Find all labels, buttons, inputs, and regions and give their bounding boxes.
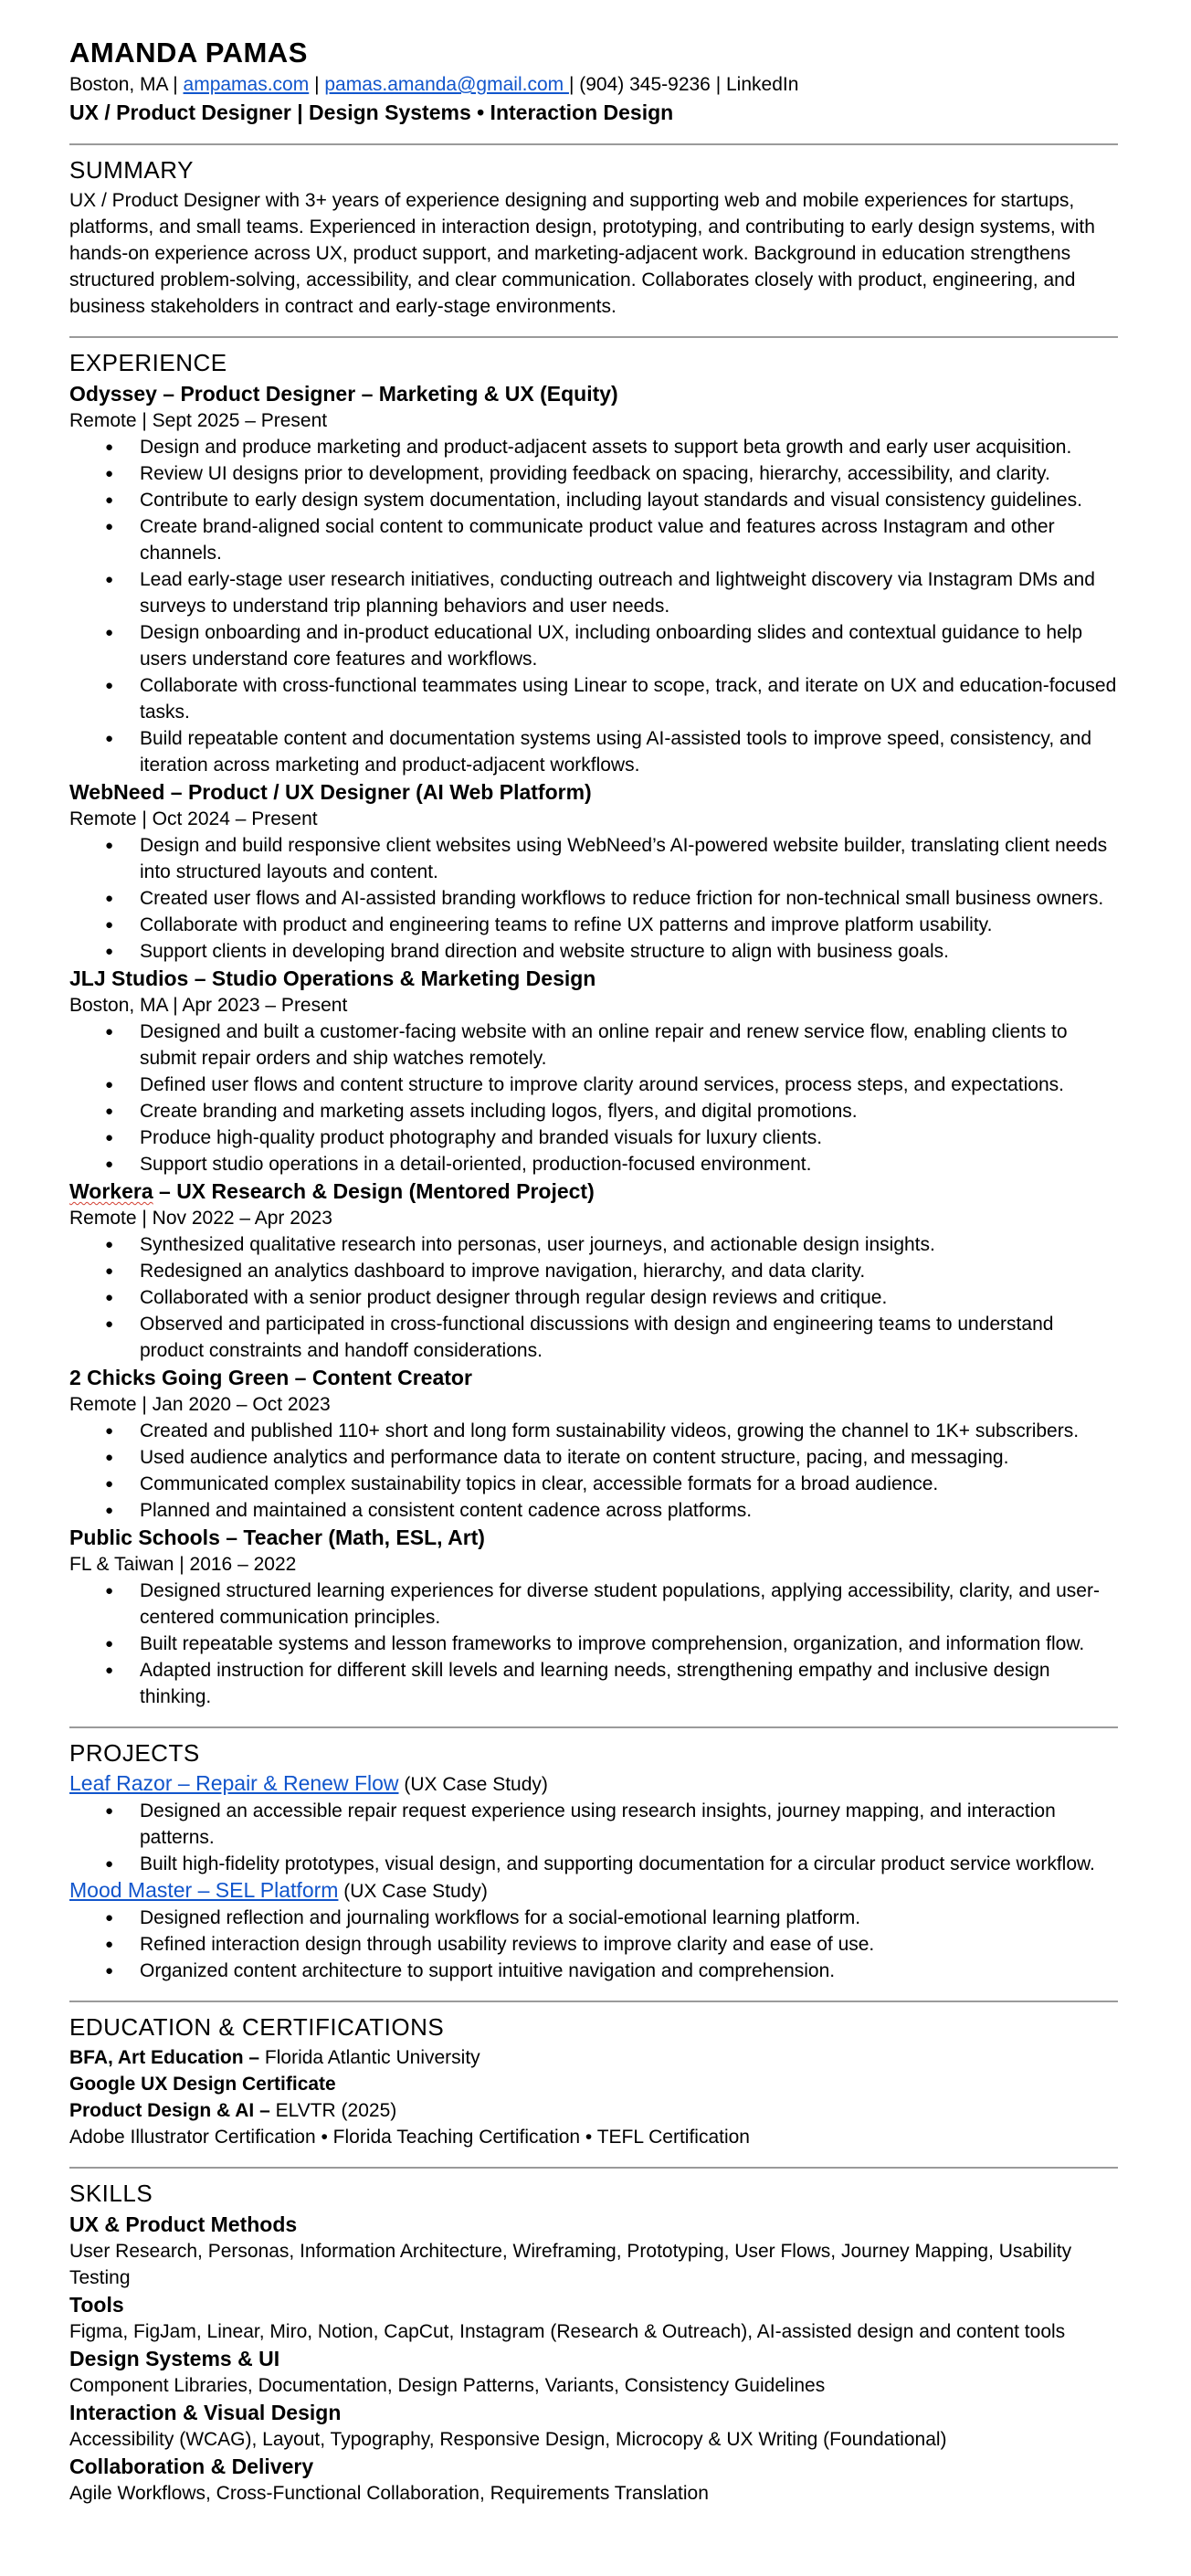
skill-list: Component Libraries, Documentation, Design Patterns, Variants, Consistency Guidelines (69, 2375, 826, 2396)
skill-list: User Research, Personas, Information Architecture, Wireframing, Prototyping, User Flows, Journey Mapping, Usability Testing (69, 2241, 1072, 2288)
divider (69, 1726, 1118, 1728)
bullet-item: ● Designed reflection and journaling workflows for a social-emotional learning platform. (140, 1905, 1118, 1931)
job-bullets (69, 1019, 1118, 1177)
education-line (69, 2124, 1118, 2150)
bullet-item: ● Built repeatable systems and lesson frameworks to improve comprehension, organization, and information flow. (140, 1631, 1118, 1657)
project-note: (UX Case Study) (338, 1881, 488, 1902)
bullet-item: ● Organized content architecture to support intuitive navigation and comprehension. (140, 1958, 1118, 1984)
project-entry (69, 1877, 1118, 1984)
bullet-item: ● Review UI designs prior to development, providing feedback on spacing, hierarchy, accessibility, and clarity. (140, 460, 1118, 487)
bullet-item: ● Synthesized qualitative research into personas, user journeys, and actionable design insights. (140, 1231, 1118, 1258)
job-meta: Remote | Jan 2020 – Oct 2023 (69, 1394, 331, 1415)
job-role: – UX Research & Design (Mentored Project) (153, 1179, 595, 1203)
resume-name: AMANDA PAMAS (69, 37, 308, 69)
job-entry (69, 1524, 1118, 1710)
project-entry (69, 1770, 1118, 1877)
job-entry (69, 380, 1118, 778)
bullet-item: ● Built high-fidelity prototypes, visual design, and supporting documentation for a circular product service workflow. (140, 1851, 1118, 1877)
bullet-item: ● Collaborated with a senior product designer through regular design reviews and critique. (140, 1284, 1118, 1311)
job-title (69, 1177, 1118, 1205)
bullet-item: ● Collaborate with cross-functional teammates using Linear to scope, track, and iterate on UX and education-focused tasks. (140, 672, 1118, 725)
skill-category: UX & Product Methods (69, 2212, 298, 2236)
divider (69, 143, 1118, 145)
divider (69, 2001, 1118, 2002)
bullet-item: ● Designed and built a customer-facing website with an online repair and renew service flow, enabling clients to submit repair orders and ship watches remotely. (140, 1019, 1118, 1072)
skill-list: Accessibility (WCAG), Layout, Typography, Responsive Design, Microcopy & UX Writing (Foundational) (69, 2429, 947, 2450)
bullet-item: ● Refined interaction design through usability reviews to improve clarity and ease of use. (140, 1931, 1118, 1958)
education-certifications: Adobe Illustrator Certification • Florida Teaching Certification • TEFL Certification (69, 2127, 750, 2148)
job-bullets (69, 434, 1118, 778)
bullet-item: ● Build repeatable content and documentation systems using AI-assisted tools to improve speed, consistency, and iteration across marketing and product-adjacent workflows. (140, 725, 1118, 778)
bullet-item: ● Support clients in developing brand direction and website structure to align with business goals. (140, 938, 1118, 965)
bullet-item: ● Designed an accessible repair request experience using research insights, journey mapping, and interaction patterns. (140, 1798, 1118, 1851)
bullet-item: ● Created and published 110+ short and long form sustainability videos, growing the channel to 1K+ subscribers. (140, 1418, 1118, 1444)
bullet-item: ● Planned and maintained a consistent content cadence across platforms. (140, 1497, 1118, 1524)
job-bullets (69, 1578, 1118, 1710)
job-title: WebNeed – Product / UX Designer (AI Web Platform) (69, 780, 592, 804)
job-entry (69, 1364, 1118, 1524)
phone-linkedin: | (904) 345-9236 | LinkedIn (568, 74, 799, 95)
bullet-item: ● Lead early-stage user research initiatives, conducting outreach and lightweight discovery via Instagram DMs and surveys to understand trip planning behaviors and user needs. (140, 566, 1118, 619)
education-line (69, 2097, 1118, 2124)
divider (69, 336, 1118, 338)
summary-text: UX / Product Designer with 3+ years of experience designing and supporting web and mobile experiences for startups, platforms, and small teams. Experienced in interaction design, prototyping, and contributing to early design systems, with hands-on experience across UX, product support, and marketing-adjacent work. Background in education strengthens structured problem-solving, accessibility, and clear communication. Collaborates closely with product, engineering, and business stakeholders in contract and early-stage environments. (69, 190, 1095, 317)
bullet-item: ● Contribute to early design system documentation, including layout standards and visual consistency guidelines. (140, 487, 1118, 513)
education-degree: BFA, Art Education – (69, 2047, 265, 2068)
education-heading: EDUCATION & CERTIFICATIONS (69, 2013, 445, 2041)
contact-line (69, 71, 1118, 98)
location: Boston, MA | (69, 74, 184, 95)
job-title: 2 Chicks Going Green – Content Creator (69, 1366, 472, 1389)
job-entry (69, 1177, 1118, 1364)
job-meta: Remote | Oct 2024 – Present (69, 808, 318, 829)
bullet-item: ● Design and build responsive client websites using WebNeed’s AI-powered website builder, translating client needs into structured layouts and content. (140, 832, 1118, 885)
bullet-item: ● Create branding and marketing assets including logos, flyers, and digital promotions. (140, 1098, 1118, 1124)
skill-list: Figma, FigJam, Linear, Miro, Notion, CapCut, Instagram (Research & Outreach), AI-assisted design and content tools (69, 2321, 1066, 2342)
job-bullets (69, 1231, 1118, 1364)
experience-heading: EXPERIENCE (69, 349, 227, 376)
bullet-item: ● Create brand-aligned social content to communicate product value and features across Instagram and other channels. (140, 513, 1118, 566)
education-degree: Product Design & AI – (69, 2100, 276, 2121)
tagline: UX / Product Designer | Design Systems • Interaction Design (69, 100, 674, 124)
bullet-item: ● Observed and participated in cross-functional discussions with design and engineering teams to understand product constraints and handoff considerations. (140, 1311, 1118, 1364)
education-school: Florida Atlantic University (264, 2047, 480, 2068)
education-degree: Google UX Design Certificate (69, 2074, 336, 2095)
project-title (69, 1770, 1118, 1798)
bullet-item: ● Support studio operations in a detail-oriented, production-focused environment. (140, 1151, 1118, 1177)
job-entry (69, 778, 1118, 965)
contact-separator: | (309, 74, 325, 95)
education-school: ELVTR (2025) (275, 2100, 397, 2121)
job-company: Workera (69, 1179, 153, 1203)
bullet-item: ● Created user flows and AI-assisted branding workflows to reduce friction for non-technical small business owners. (140, 885, 1118, 912)
projects-heading: PROJECTS (69, 1739, 200, 1767)
skill-category: Collaboration & Delivery (69, 2455, 314, 2478)
email-link[interactable]: pamas.amanda@gmail.com (324, 74, 569, 95)
education-line (69, 2044, 1118, 2071)
bullet-item: ● Communicated complex sustainability topics in clear, accessible formats for a broad audience. (140, 1471, 1118, 1497)
website-link[interactable]: ampamas.com (183, 74, 310, 95)
job-bullets (69, 832, 1118, 965)
divider (69, 2167, 1118, 2169)
project-link[interactable]: Leaf Razor – Repair & Renew Flow (69, 1771, 399, 1795)
bullet-item: ● Collaborate with product and engineering teams to refine UX patterns and improve platform usability. (140, 912, 1118, 938)
bullet-item: ● Redesigned an analytics dashboard to improve navigation, hierarchy, and data clarity. (140, 1258, 1118, 1284)
job-meta: FL & Taiwan | 2016 – 2022 (69, 1554, 297, 1575)
skill-category: Tools (69, 2293, 124, 2317)
job-entry (69, 965, 1118, 1177)
bullet-item: ● Produce high-quality product photography and branded visuals for luxury clients. (140, 1124, 1118, 1151)
job-meta: Boston, MA | Apr 2023 – Present (69, 995, 348, 1016)
project-note: (UX Case Study) (398, 1774, 548, 1795)
summary-heading: SUMMARY (69, 156, 194, 184)
job-bullets (69, 1418, 1118, 1524)
bullet-item: ● Design and produce marketing and product-adjacent assets to support beta growth and early user acquisition. (140, 434, 1118, 460)
job-title: Odyssey – Product Designer – Marketing & UX (Equity) (69, 382, 618, 406)
bullet-item: ● Defined user flows and content structure to improve clarity around services, process steps, and expectations. (140, 1072, 1118, 1098)
bullet-item: ● Design onboarding and in-product educational UX, including onboarding slides and contextual guidance to help users understand core features and workflows. (140, 619, 1118, 672)
skill-list: Agile Workflows, Cross-Functional Collaboration, Requirements Translation (69, 2483, 709, 2504)
job-meta: Remote | Nov 2022 – Apr 2023 (69, 1208, 332, 1229)
project-bullets (69, 1905, 1118, 1984)
project-title (69, 1877, 1118, 1905)
project-link[interactable]: Mood Master – SEL Platform (69, 1878, 339, 1902)
bullet-item: ● Adapted instruction for different skill levels and learning needs, strengthening empathy and inclusive design thinking. (140, 1657, 1118, 1710)
job-title: JLJ Studios – Studio Operations & Marketing Design (69, 966, 596, 990)
project-bullets (69, 1798, 1118, 1877)
skill-category: Design Systems & UI (69, 2347, 280, 2370)
bullet-item: ● Used audience analytics and performance data to iterate on content structure, pacing, and messaging. (140, 1444, 1118, 1471)
skill-category: Interaction & Visual Design (69, 2401, 342, 2424)
job-meta: Remote | Sept 2025 – Present (69, 410, 328, 431)
education-line (69, 2071, 1118, 2097)
job-title: Public Schools – Teacher (Math, ESL, Art) (69, 1526, 485, 1549)
skills-heading: SKILLS (69, 2180, 153, 2207)
bullet-item: ● Designed structured learning experiences for diverse student populations, applying accessibility, clarity, and user-centered communication principles. (140, 1578, 1118, 1631)
